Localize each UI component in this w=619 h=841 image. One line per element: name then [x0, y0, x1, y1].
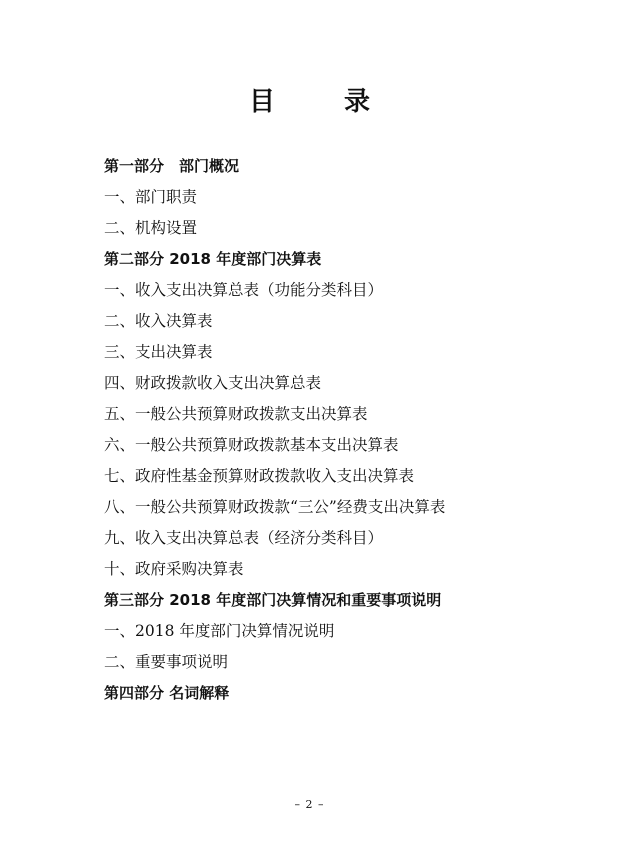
toc-part-3: 第三部分 2018 年度部门决算情况和重要事项说明	[104, 591, 442, 609]
toc-part-2: 第二部分 2018 年度部门决算表	[104, 250, 322, 268]
toc-item: 二、机构设置	[104, 219, 198, 237]
page-title: 目 录	[248, 87, 401, 117]
toc-item: 二、收入决算表	[104, 312, 213, 330]
toc-item: 六、一般公共预算财政拨款基本支出决算表	[104, 436, 399, 454]
toc-part-1: 第一部分 部门概况	[104, 157, 240, 175]
toc-item: 八、一般公共预算财政拨款“三公”经费支出决算表	[104, 498, 446, 516]
toc-part-4: 第四部分 名词解释	[104, 684, 230, 702]
toc-item: 一、2018 年度部门决算情况说明	[104, 622, 335, 640]
table-of-contents	[104, 151, 584, 709]
toc-item: 九、收入支出决算总表（经济分类科目）	[104, 529, 384, 547]
page-number: – 2 –	[294, 798, 325, 811]
toc-item: 十、政府采购决算表	[104, 560, 244, 578]
toc-item: 三、支出决算表	[104, 343, 213, 361]
toc-item: 一、收入支出决算总表（功能分类科目）	[104, 281, 384, 299]
toc-item: 五、一般公共预算财政拨款支出决算表	[104, 405, 368, 423]
toc-item: 一、部门职责	[104, 188, 198, 206]
toc-item: 七、政府性基金预算财政拨款收入支出决算表	[104, 467, 415, 485]
toc-item: 四、财政拨款收入支出决算总表	[104, 374, 322, 392]
toc-item: 二、重要事项说明	[104, 653, 229, 671]
